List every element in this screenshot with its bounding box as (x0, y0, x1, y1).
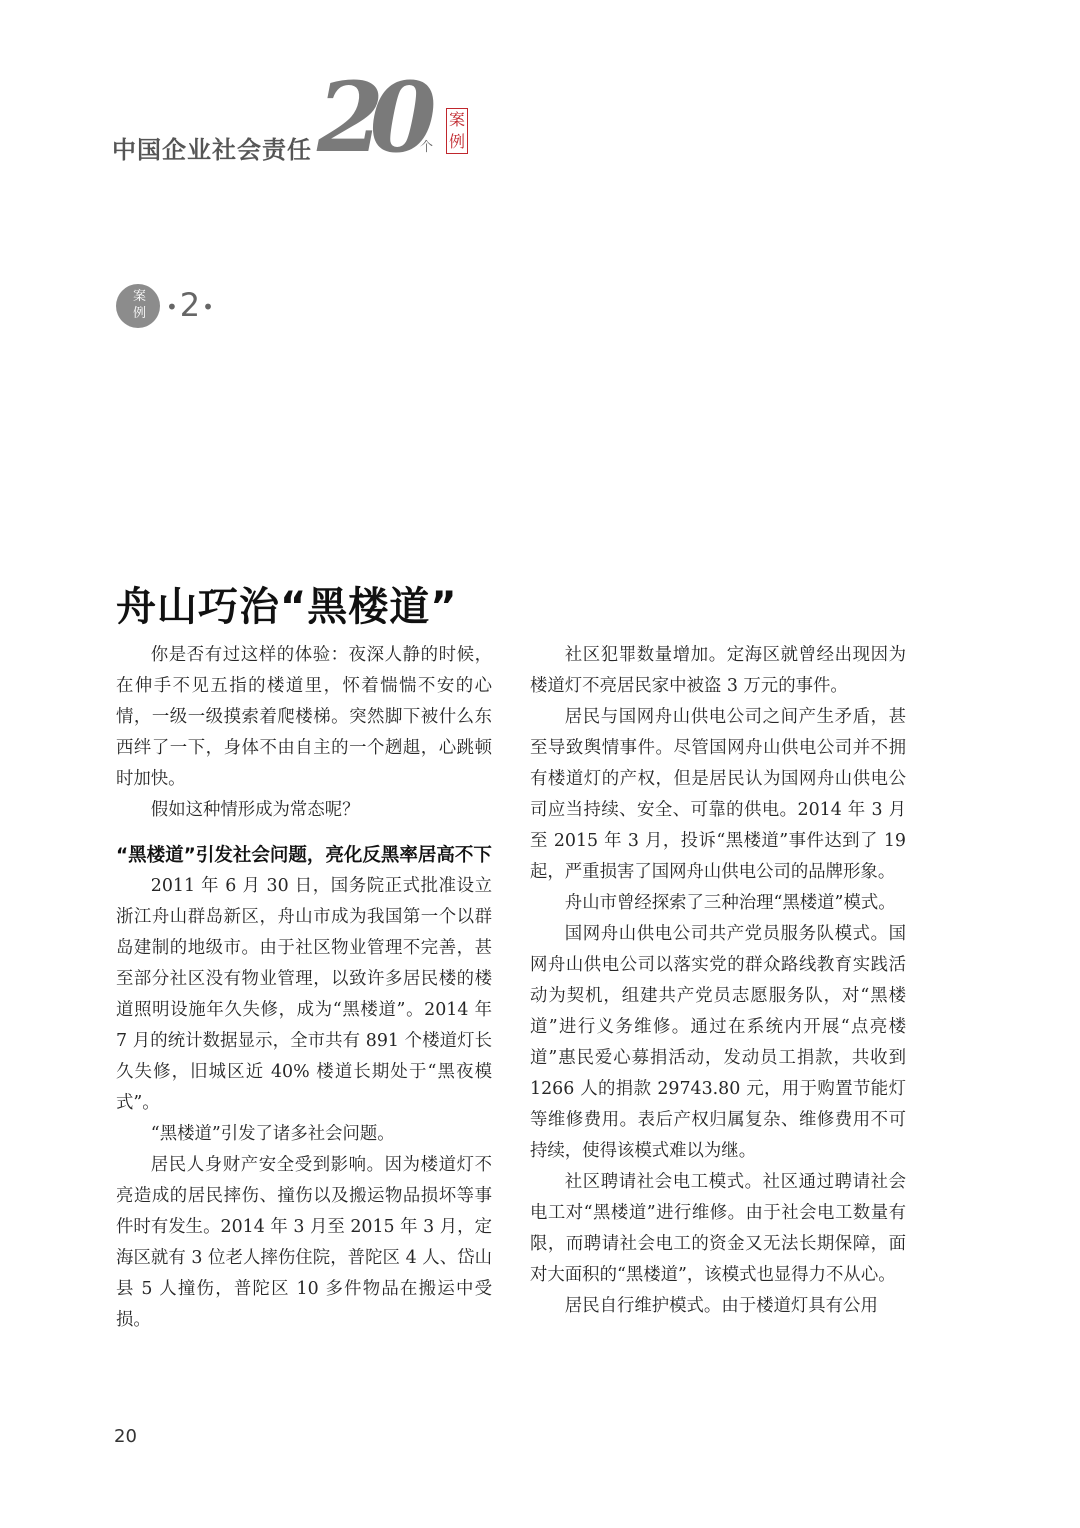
seal-char-2: 例 (448, 132, 465, 151)
paragraph: 2011 年 6 月 30 日，国务院正式批准设立浙江舟山群岛新区，舟山市成为我国第一个以群岛建制的地级市。由于社区物业管理不完善，甚至部分社区没有物业管理，以致许多居民楼的楼道照明设施年久失修，成为“黑楼道”。2014 年 7 月的统计数据显示，全市共有 891 个楼道灯长久失修，旧城区近 40% 楼道长期处于“黑夜模式”。 (116, 876, 492, 1113)
article-title: 舟山巧治“黑楼道” (116, 583, 458, 630)
paragraph: 假如这种情形成为常态呢？ (150, 800, 360, 820)
seal-char-1: 案 (448, 110, 465, 129)
dot-separator: • (166, 295, 180, 319)
paragraph: 你是否有过这样的体验：夜深人静的时候，在伸手不见五指的楼道里，怀着惴惴不安的心情，一级一级摸索着爬楼梯。突然脚下被什么东西绊了一下，身体不由自主的一个趔趄，心跳顿时加快。 (116, 645, 492, 789)
paragraph: 居民自行维护模式。由于楼道灯具有公用 (564, 1296, 878, 1316)
case-circle-char-1: 案 (133, 289, 147, 304)
header-number-logo: 20 (317, 61, 423, 174)
dot-separator: • (202, 295, 216, 319)
paragraph: 社区犯罪数量增加。定海区就曾经出现因为楼道灯不亮居民家中被盗 3 万元的事件。 (530, 645, 906, 696)
case-number (166, 286, 216, 324)
page-number: 20 (114, 1426, 137, 1447)
case-number-value: 2 (179, 286, 203, 324)
header-number-suffix: 个 (420, 140, 434, 155)
running-header (112, 61, 492, 174)
paragraph: 居民人身财产安全受到影响。因为楼道灯不亮造成的居民摔伤、撞伤以及搬运物品损坏等事件时有发生。2014 年 3 月至 2015 年 3 月，定海区就有 3 位老人摔伤住院，普陀区 4 人、岱山县 5 人撞伤，普陀区 10 多件物品在搬运中受损。 (116, 1155, 492, 1330)
paragraph: 国网舟山供电公司共产党员服务队模式。国网舟山供电公司以落实党的群众路线教育实践活动为契机，组建共产党员志愿服务队，对“黑楼道”进行义务维修。通过在系统内开展“点亮楼道”惠民爱心募捐活动，发动员工捐款，共收到 1266 人的捐款 29743.80 元，用于购置节能灯等维修费用。表后产权归属复杂、维修费用不可持续，使得该模式难以为继。 (530, 924, 906, 1161)
paragraph: 居民与国网舟山供电公司之间产生矛盾，甚至导致舆情事件。尽管国网舟山供电公司并不拥有楼道灯的产权，但是居民认为国网舟山供电公司应当持续、安全、可靠的供电。2014 年 3 月至 2015 年 3 月，投诉“黑楼道”事件达到了 19 起，严重损害了国网舟山供电公司的品牌形象。 (530, 707, 906, 882)
paragraph: 社区聘请社会电工模式。社区通过聘请社会电工对“黑楼道”进行维修。由于社会电工数量有限，而聘请社会电工的资金又无法长期保障，面对大面积的“黑楼道”，该模式也显得力不从心。 (530, 1172, 906, 1285)
right-column (530, 640, 906, 1322)
paragraph: “黑楼道”引发了诸多社会问题。 (150, 1124, 395, 1144)
left-column (116, 640, 492, 1336)
paragraph: 舟山市曾经探索了三种治理“黑楼道”模式。 (564, 893, 896, 913)
case-seal-icon (446, 108, 468, 154)
case-circle-char-2: 例 (133, 306, 147, 321)
book-title: 中国企业社会责任 (112, 136, 312, 164)
section-heading: “黑楼道”引发社会问题，亮化反黑率居高不下 (116, 845, 492, 866)
case-circle-icon (116, 284, 160, 328)
